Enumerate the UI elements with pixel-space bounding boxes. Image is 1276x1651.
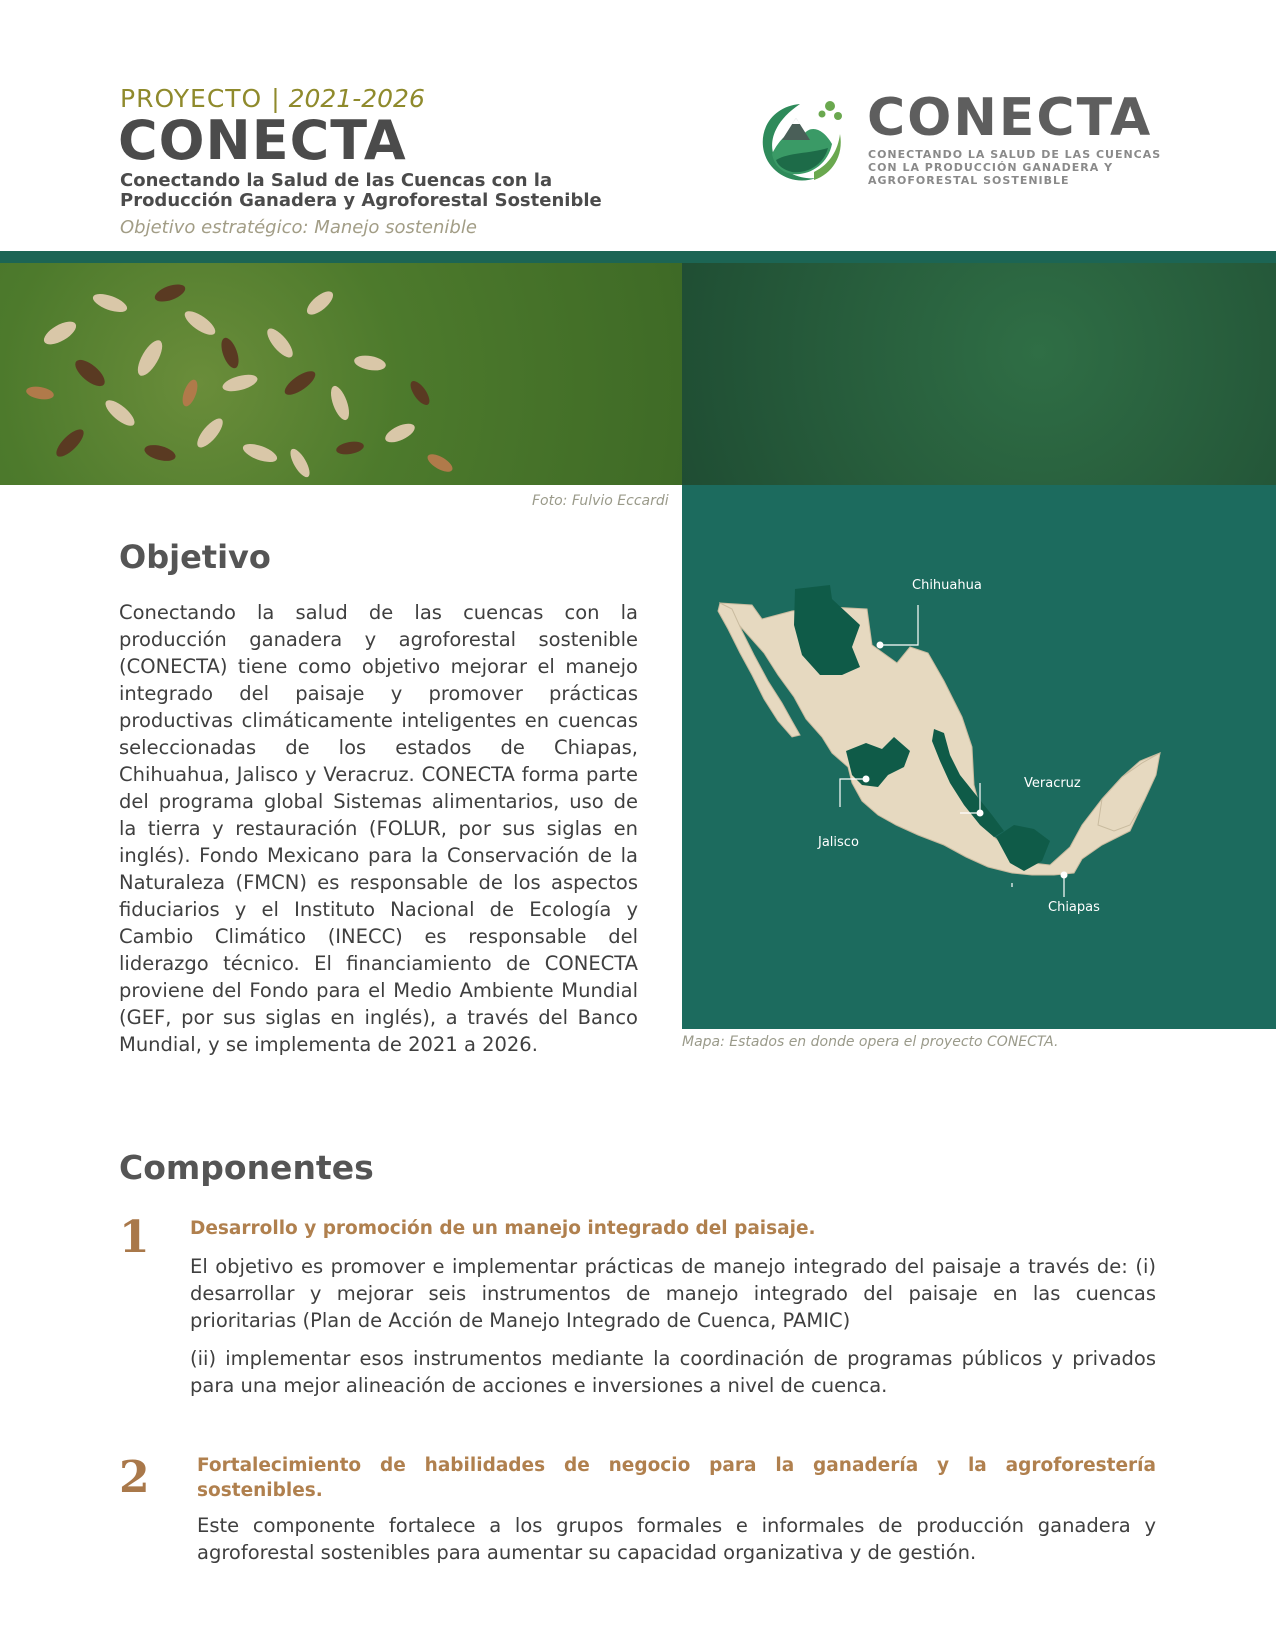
component-1-number: 1 xyxy=(119,1212,150,1263)
cattle-photo xyxy=(0,263,682,485)
logo-tagline xyxy=(868,148,1168,187)
conecta-logo-icon xyxy=(752,94,848,190)
logo-tagline-line-3: AGROFORESTAL SOSTENIBLE xyxy=(868,174,1070,187)
component-2-text-1: Este componente fortalece a los grupos formales e informales de producción ganadera y agroforestal sostenibles para aumentar su capacidad organizativa y de gestión. xyxy=(197,1514,1156,1564)
marker-veracruz xyxy=(977,810,984,817)
objetivo-heading: Objetivo xyxy=(119,538,271,576)
subtitle-line-2: Producción Ganadera y Agroforestal Sostenible xyxy=(120,190,602,211)
label-chihuahua: Chihuahua xyxy=(912,578,982,593)
forest-aerial-photo xyxy=(682,263,1276,485)
marker-chiapas xyxy=(1061,872,1068,879)
logo-tagline-line-2: CON LA PRODUCCIÓN GANADERA Y xyxy=(868,161,1114,174)
logo-tagline-line-1: CONECTANDO LA SALUD DE LAS CUENCAS xyxy=(868,148,1162,161)
photo-credit: Foto: Fulvio Eccardi xyxy=(532,493,669,509)
label-chiapas: Chiapas xyxy=(1048,900,1100,915)
header-band xyxy=(0,251,1276,263)
page-title: CONECTA xyxy=(118,109,407,172)
marker-chihuahua xyxy=(877,642,884,649)
component-2-title: Fortalecimiento de habilidades de negocio para la ganadería y la agroforestería sostenibles. xyxy=(197,1455,1156,1501)
marker-jalisco xyxy=(863,776,870,783)
logo-wordmark: CONECTA xyxy=(867,88,1153,148)
strategic-objective: Objetivo estratégico: Manejo sostenible xyxy=(120,217,477,238)
yucatan-peninsula xyxy=(1098,753,1160,831)
page-subtitle xyxy=(120,171,640,211)
component-1-text-2: (ii) implementar esos instrumentos mediante la coordinación de programas públicos y privados para una mejor alineación de acciones e inversiones a nivel de cuenca. xyxy=(190,1347,1156,1397)
component-1-text-1: El objetivo es promover e implementar prácticas de manejo integrado del paisaje a través de: (i) desarrollar y mejorar seis instrumentos de manejo integrado del paisaje en las cuencas prioritarias (Plan de Acción de Manejo Integrado de Cuenca, PAMIC) xyxy=(190,1255,1156,1332)
objetivo-text: Conectando la salud de las cuencas con la producción ganadera y agroforestal sostenible (CONECTA) tiene como objetivo mejorar el manejo integrado del paisaje y promover prácticas productivas climáticamente inteligentes en cuencas seleccionadas de los estados de Chiapas, Chihuahua, Jalisco y Veracruz. CONECTA forma parte del programa global Sistemas alimentarios, uso de la tierra y restauración (FOLUR, por sus siglas en inglés). Fondo Mexicano para la Conservación de la Naturaleza (FMCN) es responsable de los aspectos fiduciarios y el Instituto Nacional de Ecología y Cambio Climático (INECC) es responsable del liderazgo técnico. El financiamiento de CONECTA proviene del Fondo para el Medio Ambiente Mundial (GEF, por sus siglas en inglés), a través del Banco Mundial, y se implementa de 2021 a 2026. xyxy=(119,601,638,1056)
componentes-heading: Componentes xyxy=(119,1148,374,1187)
project-word: PROYECTO xyxy=(120,84,263,113)
project-separator: | xyxy=(271,84,280,113)
map-panel xyxy=(682,485,1276,1029)
component-1-title: Desarrollo y promoción de un manejo integrado del paisaje. xyxy=(190,1218,816,1239)
subtitle-line-1: Conectando la Salud de las Cuencas con la xyxy=(120,170,553,191)
label-jalisco: Jalisco xyxy=(818,835,859,850)
component-2-number: 2 xyxy=(119,1452,150,1503)
map-caption: Mapa: Estados en donde opera el proyecto CONECTA. xyxy=(682,1034,1059,1050)
label-veracruz: Veracruz xyxy=(1024,776,1081,791)
mexico-map xyxy=(682,485,1276,1029)
project-years: 2021-2026 xyxy=(288,84,425,113)
cattle-herd-image xyxy=(0,263,682,485)
